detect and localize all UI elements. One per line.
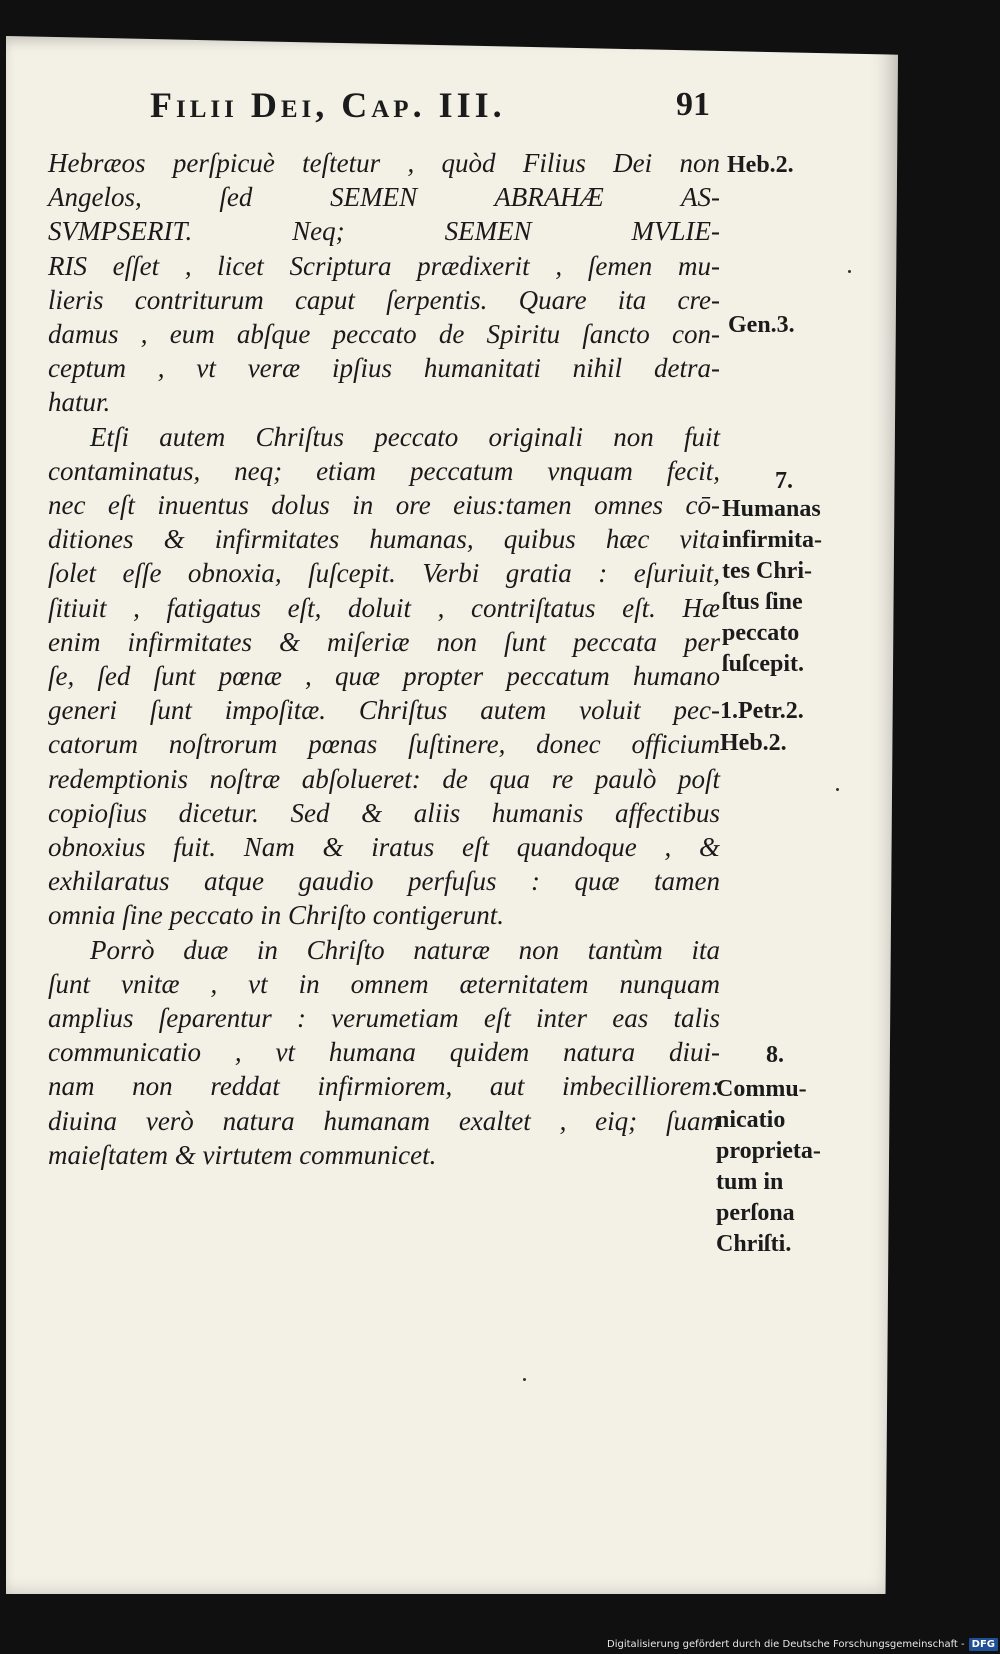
text-line: lieris contriturum caput ſerpentis. Quare ita cre- [48,284,720,315]
text-line: ſolet eſſe obnoxia, ſuſcepit. Verbi gratia : eſuriuit, [48,558,720,589]
text-line: contaminatus, neq; etiam peccatum vnquam fecit, [48,455,720,486]
running-header [150,84,710,134]
text-line: diuina verò natura humanam exaltet , eiq; ſuam [48,1105,720,1136]
text-line: RIS eſſet , licet Scriptura prædixerit , ſemen mu- [48,250,720,281]
text-line: maieſtatem & virtutem communicet. [48,1139,437,1170]
text-line: nam non reddat infirmiorem, aut imbecilliorem: [48,1071,720,1102]
page-number: 91 [676,86,710,123]
text-line: copioſius dicetur. Sed & aliis humanis affectibus [48,797,720,828]
paragraph-2 [48,420,720,933]
scan-speck [848,270,851,273]
text-line: obnoxius fuit. Nam & iratus eſt quandoque , & [48,832,720,863]
paragraph-3 [48,933,720,1172]
scan-speck [836,788,839,791]
text-line: Angelos, ſed SEMEN ABRAHÆ AS- [48,182,720,213]
text-line: ſunt vnitæ , vt in omnem æternitatem nunquam [48,968,720,999]
margin-note-number-8: 8. [766,1042,784,1068]
margin-note-gen: Gen.3. [728,312,795,338]
margin-note-heb: Heb.2. [727,152,794,178]
text-line: damus , eum abſque peccato de Spiritu ſancto con- [48,319,720,350]
text-line: ſe, ſed ſunt pœnæ , quæ propter peccatum humano [48,661,720,692]
margin-note-humanas: Humanas infirmita- tes Chri- ſtus ſine peccato ſuſcepit. [722,496,822,677]
margin-note-communicatio: Commu- nicatio proprieta- tum in perſona Chriſti. [716,1076,821,1257]
text-line: ditiones & infirmitates humanas, quibus hæc vita [48,524,720,555]
text-line: catorum noſtrorum pœnas ſuſtinere, donec officium [48,729,720,760]
text-line: ceptum , vt veræ ipſius humanitati nihil detra- [48,353,720,384]
text-line: SVMPSERIT. Neq; SEMEN MVLIE- [48,216,720,247]
text-line: exhilaratus atque gaudio perfuſus : quæ tamen [48,866,720,897]
text-line: omnia ſine peccato in Chriſto contigerunt. [48,900,504,931]
credit-text: Digitalisierung gefördert durch die Deutsche Forschungsgemeinschaft - [607,1638,965,1650]
dfg-logo: DFG [969,1638,998,1651]
margin-note-heb-2: Heb.2. [720,730,787,756]
text-line: hatur. [48,387,111,418]
text-line: amplius ſeparentur : verumetiam eſt inter eas talis [48,1003,720,1034]
margin-note-number-7: 7. [775,468,793,494]
digitization-credit [600,1636,998,1652]
text-line: ſitiuit , fatigatus eſt, doluit , contriſtatus eſt. Hæ [48,592,720,623]
text-line: communicatio , vt humana quidem natura diui- [48,1037,720,1068]
paragraph-1 [48,146,720,420]
scan-speck [523,1378,526,1381]
text-line: generi ſunt impoſitæ. Chriſtus autem voluit pec- [48,695,720,726]
main-text [48,146,720,1172]
text-line: nec eſt inuentus dolus in ore eius:tamen omnes cō- [48,490,720,521]
text-line: Hebræos perſpicuè teſtetur , quòd Filius Dei non [48,148,720,178]
text-line: Etſi autem Chriſtus peccato originali non fuit [90,421,720,452]
text-line: Porrò duæ in Chriſto naturæ non tantùm ita [90,934,720,965]
running-title: Filii Dei, Cap. III. [150,85,506,125]
text-line: enim infirmitates & miſeriæ non ſunt peccata per [48,626,720,657]
margin-note-petr: 1.Petr.2. [720,698,804,724]
text-line: redemptionis noſtræ abſolueret: de qua re paulò poſt [48,763,720,794]
